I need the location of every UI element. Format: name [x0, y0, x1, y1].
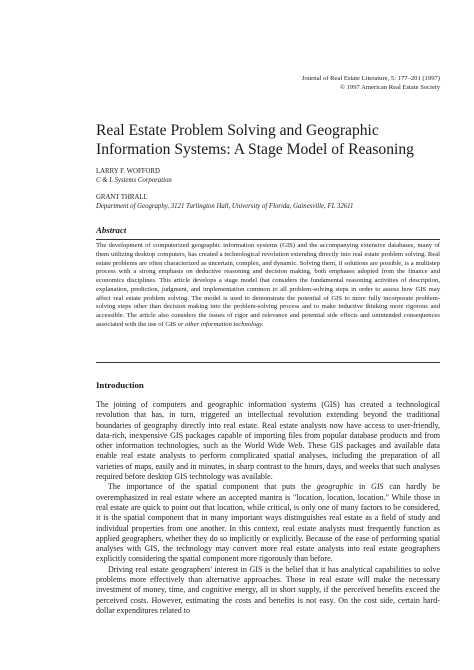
journal-citation	[302, 74, 440, 92]
paragraph-3: Driving real estate geographers' interest in GIS is the belief that it has analytical capabilities to solve problems more effectively than alternative approaches. Those in real estate will make the necessary investment of money, time, and cognitive energy, all in short supply, if the perceived benefits exceed the perceived costs. However, estimating the costs and benefits is not easy. On the cost side, certain hard-dollar expenditures related to	[96, 564, 440, 615]
author-block-1	[96, 168, 172, 185]
author-name: LARRY F. WOFFORD	[96, 168, 160, 175]
title-line-2: Information Systems: A Stage Model of Reasoning	[96, 140, 414, 158]
copyright-line: © 1997 American Real Estate Society	[339, 84, 440, 91]
paper-title	[96, 122, 436, 159]
abstract-bottom-rule	[96, 362, 440, 363]
section-heading-introduction: Introduction	[96, 380, 144, 390]
abstract-top-rule	[96, 239, 440, 240]
journal-line: Journal of Real Estate Literature, 5: 177–201 (1997)	[301, 75, 440, 82]
paragraph-2: The importance of the spatial component that puts the geographic in GIS can hardly be overemphasized in real estate where an accepted mantra is "location, location, location." While those in real estate are quick to point out that location, while critical, is only one of many factors to be considered, it is the spatial component that in many important ways distinguishes real estate as a field of study and individual properties from one another. In this context, real estate analysts must frequently function as applied geographers, whether they do so implicitly or explicitly. Because of the ease of performing spatial analyses with GIS, the technology may convert more real estate analysts into real estate geographers explicitly considering the spatial component more rigorously than before.	[96, 482, 440, 564]
abstract-body: The development of computerized geographic information systems (GIS) and the accompanying extensive databases, many of them utilizing desktop computers, has created a technological revolution extending directly into real estate problem solving. Real estate problems are often characterized as uncertain, complex, and dynamic. Solving them, if solutions are possible, is a multistep process with a strong emphasis on deductive reasoning and decision making, both emphases adopted from the finance and economics disciplines. This article develops a stage model that considers the fundamental reasoning activities of description, explanation, prediction, judgment, and implementation common to all problem-solving steps in order to assess how GIS may affect real estate problem solving. The model is used to demonstrate the potential of GIS to more fully incorporate problem-solving steps other than decision making into the problem-solving process and to make inductive thinking more rigorous and accessible. The article also considers the issues of rigor and relevance and potential side effects and unintended consequences associated with the use of GIS	[96, 242, 440, 328]
title-line-1: Real Estate Problem Solving and Geographic	[96, 122, 379, 139]
abstract-italic: or other information technology.	[177, 320, 264, 328]
abstract-heading: Abstract	[96, 225, 127, 235]
author-block-2	[96, 194, 353, 211]
abstract-text	[96, 242, 440, 330]
introduction-body	[96, 400, 440, 616]
paragraph-1: The joining of computers and geographic information systems (GIS) has created a technological revolution that has, in turn, triggered an intellectual revolution extending beyond the traditional boundaries of geography directly into real estate. Real estate analysts now have access to user-friendly, data-rich, inexpensive GIS packages capable of importing files from popular database products and from other information technologies, such as the World Wide Web. These GIS packages and available data enable real estate analysts to perform complicated spatial analyses, including the preparation of all varieties of maps, easily and in minutes, in sharp contrast to the hours, days, and weeks that such analyses required before desktop GIS technology was available.	[96, 400, 440, 482]
author-name: GRANT THRALL	[96, 194, 148, 201]
author-affiliation: Department of Geography, 3121 Turlington Hall, University of Florida, Gainesville, FL 32611	[96, 202, 354, 210]
author-affiliation: C & L Systems Corporation	[96, 176, 172, 184]
